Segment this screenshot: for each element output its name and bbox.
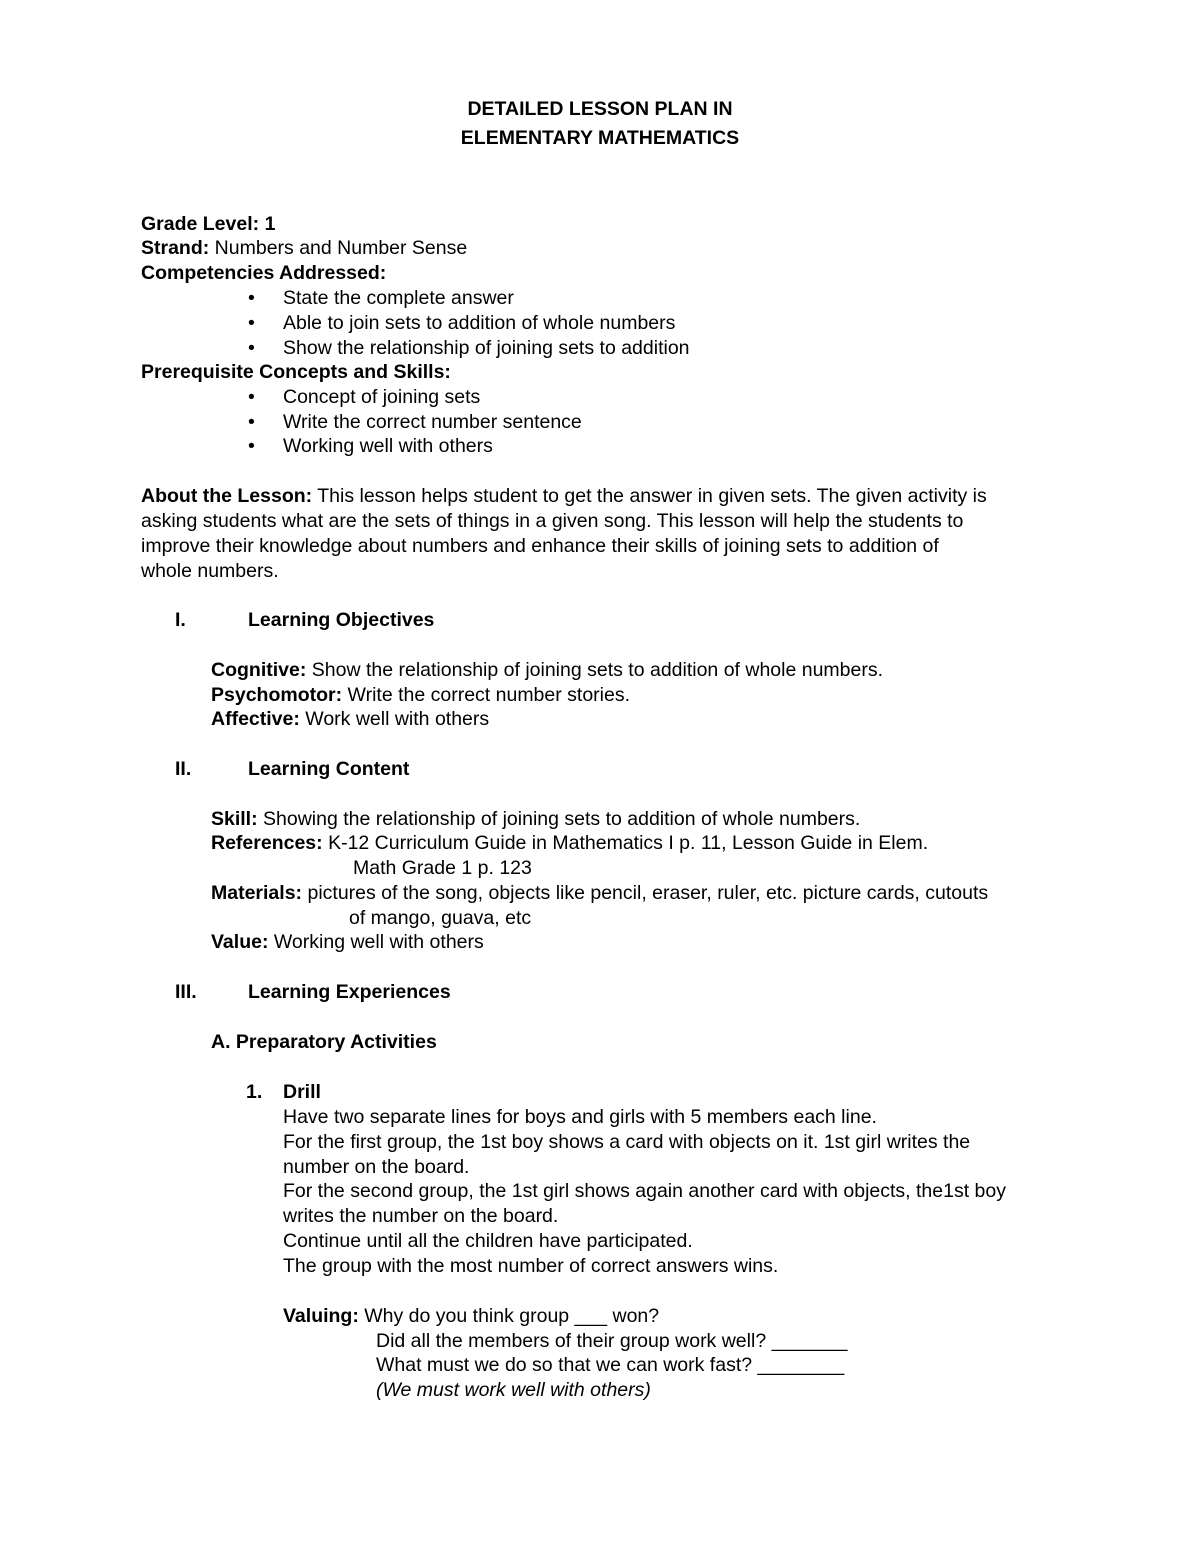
drill-line: Continue until all the children have participated. (283, 1230, 693, 1252)
valuing-line-2: Did all the members of their group work well? _______ (376, 1330, 848, 1352)
drill-line: Have two separate lines for boys and girls with 5 members each line. (283, 1106, 877, 1128)
bullet-icon: • (248, 386, 255, 408)
drill-number: 1. (246, 1081, 263, 1103)
about-line-3: improve their knowledge about numbers and enhance their skills of joining sets to addition of (141, 535, 939, 557)
grade-level-label: Grade Level: (141, 213, 260, 235)
strand (141, 236, 467, 260)
about-line-2: asking students what are the sets of things in a given song. This lesson will help the students to (141, 510, 964, 532)
content-materials-cont: of mango, guava, etc (349, 907, 532, 929)
about-line-1: About the Lesson: This lesson helps student to get the answer in given sets. The given activity is (141, 485, 987, 507)
bullet-icon: • (248, 411, 255, 433)
strand-value: Numbers and Number Sense (214, 237, 468, 259)
objective-affective: Affective: Work well with others (211, 708, 490, 730)
drill-line: For the second group, the 1st girl shows again another card with objects, the1st boy (283, 1180, 1006, 1202)
valuing-line-1: Valuing: Why do you think group ___ won? (283, 1305, 660, 1327)
drill-line: For the first group, the 1st boy shows a card with objects on it. 1st girl writes the (283, 1131, 971, 1153)
drill-line: The group with the most number of correct answers wins. (283, 1255, 779, 1277)
objective-psychomotor: Psychomotor: Write the correct number stories. (211, 684, 631, 706)
bullet-icon: • (248, 287, 255, 309)
grade-level-value: 1 (264, 213, 276, 235)
grade-level (141, 212, 275, 236)
valuing-answer: (We must work well with others) (376, 1379, 651, 1401)
bullet-icon: • (248, 337, 255, 359)
drill-line: writes the number on the board. (283, 1205, 559, 1227)
bullet-icon: • (248, 435, 255, 457)
valuing-label: Valuing: (283, 1305, 359, 1327)
content-skill: Skill: Showing the relationship of joining sets to addition of whole numbers. (211, 808, 861, 830)
strand-label: Strand: (141, 237, 210, 259)
drill-title: Drill (283, 1081, 321, 1103)
bullet-icon: • (248, 312, 255, 334)
prereq-label: Prerequisite Concepts and Skills: (141, 361, 451, 383)
content-value: Value: Working well with others (211, 931, 484, 953)
about-label: About the Lesson: (141, 485, 313, 507)
content-materials: Materials: pictures of the song, objects like pencil, eraser, ruler, etc. picture cards, cutouts (211, 882, 989, 904)
competencies-label: Competencies Addressed: (141, 262, 387, 284)
preparatory-heading: A. Preparatory Activities (211, 1031, 437, 1053)
content-references-cont: Math Grade 1 p. 123 (353, 857, 532, 879)
document-page: DETAILED LESSON PLAN IN ELEMENTARY MATHEMATICS Grade Level: 1 Strand: Numbers and Number Sense Competencies Addressed: • State the complete answer • Able to join sets to addition of whole numbers • Show the relationship of joining sets to addition Prerequisite Concepts and Skills: • Concept of joining sets • Write the correct number sentence • Working well with others About the Lesson: This lesson helps student to get the answer in given sets. The given activity is asking students what are the sets of things in a given song. This lesson will help the students to improve their knowledge about numbers and enhance their skills of joining sets to addition of whole numbers. I. Learning Objectives Cognitive: Show the relationship of joining sets to addition of whole numbers. Psychomotor: Write the correct number stories. Affective: Work well with others II. Learning Content Skill: Showing the relationship of joining sets to addition of whole numbers. References: K-12 Curriculum Guide in Mathematics I p. 11, Lesson Guide in Elem. Math Grade 1 p. 123 Materials: pictures of the song, objects like pencil, eraser, ruler, etc. picture cards, cutouts of mango, guava, etc Value: Working well with others III. Learning Experiences A. Preparatory Activities 1. Drill Have two separate lines for boys and girls with 5 members each line. For the first group, the 1st boy shows a card with objects on it. 1st girl writes the number on the board. For the second group, the 1st girl shows again another card with objects, the1st boy writes the number on the board. Continue until all the children have participated. The group with the most number of correct answers wins. Valuing: Why do you think group ___ won? Did all the members of their group work well? _______ What must we do so that we can work fast? ________ (We must work well with others) (0, 0, 1200, 1553)
drill-line: number on the board. (283, 1156, 470, 1178)
valuing-line-3: What must we do so that we can work fast? ________ (376, 1354, 845, 1376)
content-references: References: K-12 Curriculum Guide in Mathematics I p. 11, Lesson Guide in Elem. (211, 832, 929, 854)
title-line-2: ELEMENTARY MATHEMATICS (460, 127, 740, 149)
about-line-4: whole numbers. (141, 560, 279, 582)
title-line-1: DETAILED LESSON PLAN IN (467, 98, 733, 120)
objective-cognitive: Cognitive: Show the relationship of joining sets to addition of whole numbers. (211, 659, 884, 681)
